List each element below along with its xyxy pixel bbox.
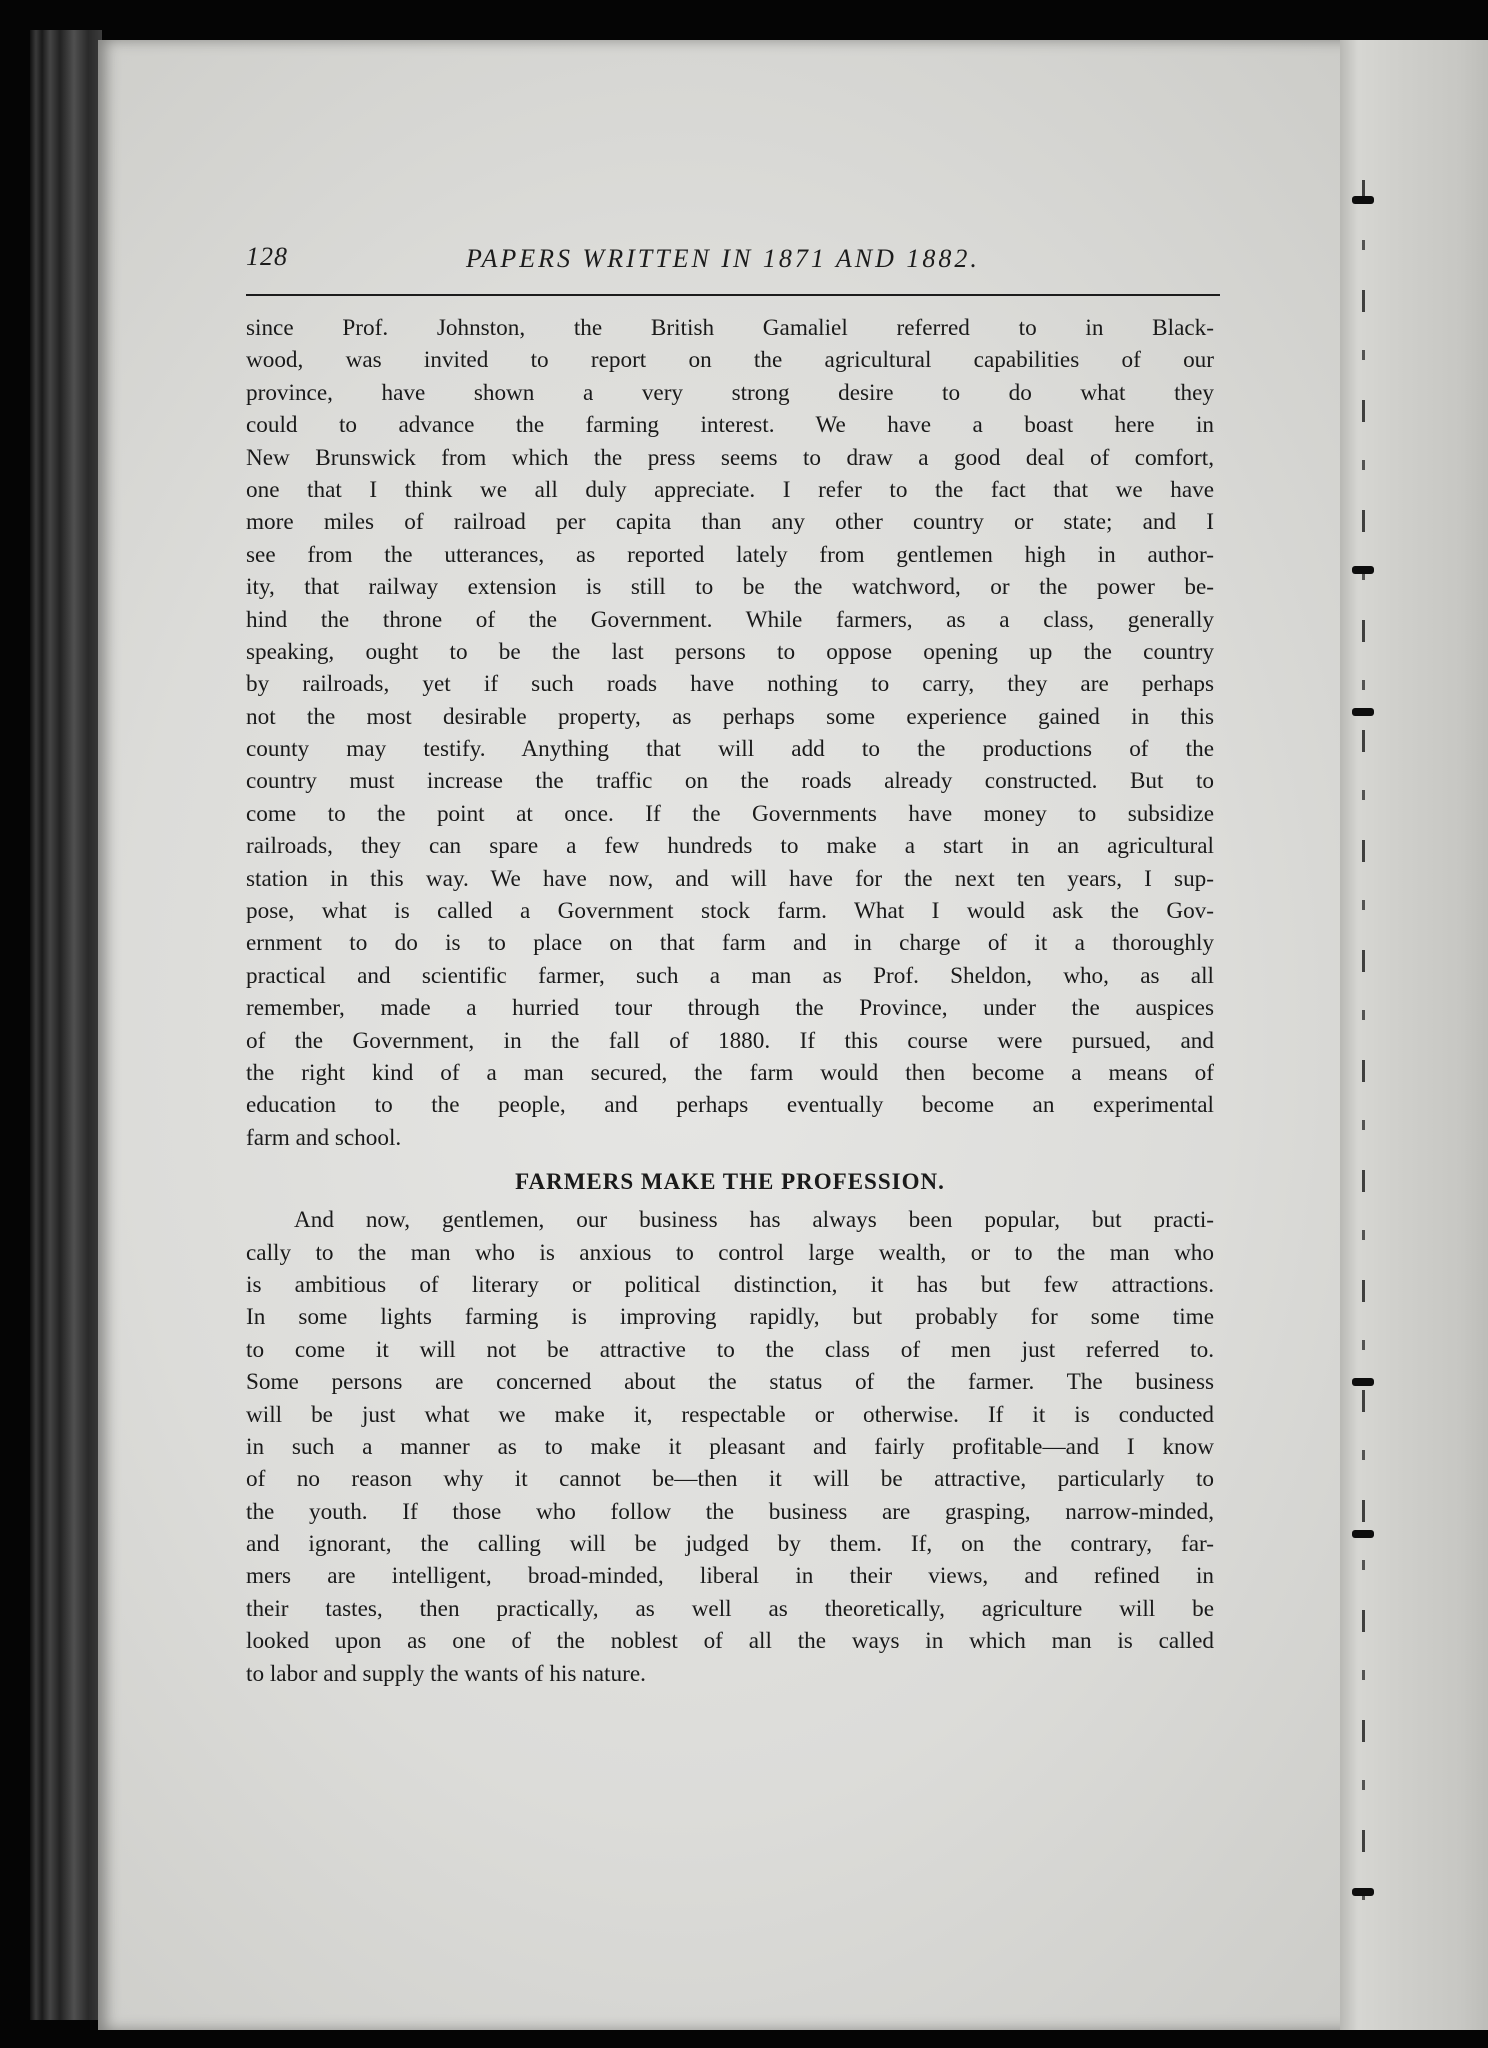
text-line: education to the people, and perhaps eventually become an experimental xyxy=(246,1092,1214,1119)
text-line: of no reason why it cannot be—then it will be attractive, particularly to xyxy=(246,1466,1214,1493)
text-line: New Brunswick from which the press seems to draw a good deal of comfort, xyxy=(246,444,1214,471)
text-line: remember, made a hurried tour through the Province, under the auspices xyxy=(246,995,1214,1022)
text-line: more miles of railroad per capita than any other country or state; and I xyxy=(246,509,1214,536)
text-line: speaking, ought to be the last persons to oppose opening up the country xyxy=(246,638,1214,665)
text-line: cally to the man who is anxious to control large wealth, or to the man who xyxy=(246,1239,1214,1266)
text-line: province, have shown a very strong desire to do what they xyxy=(246,379,1214,406)
text-line: of the Government, in the fall of 1880. If this course were pursued, and xyxy=(246,1027,1214,1054)
text-line: not the most desirable property, as perhaps some experience gained in this xyxy=(246,703,1214,730)
text-line: the right kind of a man secured, the farm would then become a means of xyxy=(246,1059,1214,1086)
text-line: And now, gentlemen, our business has always been popular, but practi- xyxy=(294,1207,1214,1234)
binding-mark xyxy=(1352,1530,1374,1538)
binding-mark xyxy=(1352,708,1374,716)
section-heading: FARMERS MAKE THE PROFESSION. xyxy=(515,1169,945,1195)
binding-mark xyxy=(1352,1888,1374,1896)
text-line: since Prof. Johnston, the British Gamaliel referred to in Black- xyxy=(246,315,1214,341)
text-line: county may testify. Anything that will add to the productions of the xyxy=(246,736,1214,763)
binding-mark xyxy=(1352,1378,1374,1386)
text-line: to come it will not be attractive to the class of men just referred to. xyxy=(246,1336,1214,1363)
text-line: country must increase the traffic on the roads already constructed. But to xyxy=(246,768,1214,795)
text-line: in such a manner as to make it pleasant and fairly profitable—and I know xyxy=(246,1433,1214,1460)
text-line: hind the throne of the Government. While farmers, as a class, generally xyxy=(246,606,1214,633)
text-line: will be just what we make it, respectable or otherwise. If it is conducted xyxy=(246,1401,1214,1428)
text-line: come to the point at once. If the Governments have money to subsidize xyxy=(246,800,1214,827)
text-line: to labor and supply the wants of his nature. xyxy=(246,1660,646,1687)
binding-mark xyxy=(1352,196,1374,204)
torn-edge xyxy=(1362,180,1365,1940)
body-text xyxy=(246,312,1214,1690)
text-line: and ignorant, the calling will be judged by them. If, on the contrary, far- xyxy=(246,1531,1214,1558)
text-line: by railroads, yet if such roads have nothing to carry, they are perhaps xyxy=(246,671,1214,698)
text-line: see from the utterances, as reported lately from gentlemen high in author- xyxy=(246,541,1214,568)
text-line: farm and school. xyxy=(246,1124,402,1151)
text-line: railroads, they can spare a few hundreds to make a start in an agricultural xyxy=(246,833,1214,860)
text-line: looked upon as one of the noblest of all the ways in which man is called xyxy=(246,1628,1214,1655)
text-line: pose, what is called a Government stock farm. What I would ask the Gov- xyxy=(246,898,1214,925)
running-head: PAPERS WRITTEN IN 1871 AND 1882. xyxy=(466,244,980,273)
page-header xyxy=(246,242,1220,296)
text-line: is ambitious of literary or political distinction, it has but few attractions. xyxy=(246,1271,1214,1298)
text-line: their tastes, then practically, as well as theoretically, agriculture will be xyxy=(246,1595,1214,1622)
text-line: ernment to do is to place on that farm and in charge of it a thoroughly xyxy=(246,930,1214,957)
book-binding xyxy=(30,30,102,2020)
paragraph xyxy=(246,1204,1214,1690)
text-line: Some persons are concerned about the status of the farmer. The business xyxy=(246,1369,1214,1396)
binding-mark xyxy=(1352,566,1374,574)
text-line: wood, was invited to report on the agricultural capabilities of our xyxy=(246,347,1214,374)
text-line: one that I think we all duly appreciate. I refer to the fact that we have xyxy=(246,476,1214,503)
text-line: could to advance the farming interest. We have a boast here in xyxy=(246,412,1214,439)
paragraph xyxy=(246,312,1214,1154)
text-line: practical and scientific farmer, such a man as Prof. Sheldon, who, as all xyxy=(246,962,1214,989)
text-line: mers are intelligent, broad-minded, liberal in their views, and refined in xyxy=(246,1563,1214,1590)
page-number: 128 xyxy=(246,242,288,271)
text-line: the youth. If those who follow the business are grasping, narrow-minded, xyxy=(246,1498,1214,1525)
text-line: station in this way. We have now, and will have for the next ten years, I sup- xyxy=(246,865,1214,892)
text-line: ity, that railway extension is still to be the watchword, or the power be- xyxy=(246,574,1214,601)
text-line: In some lights farming is improving rapidly, but probably for some time xyxy=(246,1304,1214,1331)
